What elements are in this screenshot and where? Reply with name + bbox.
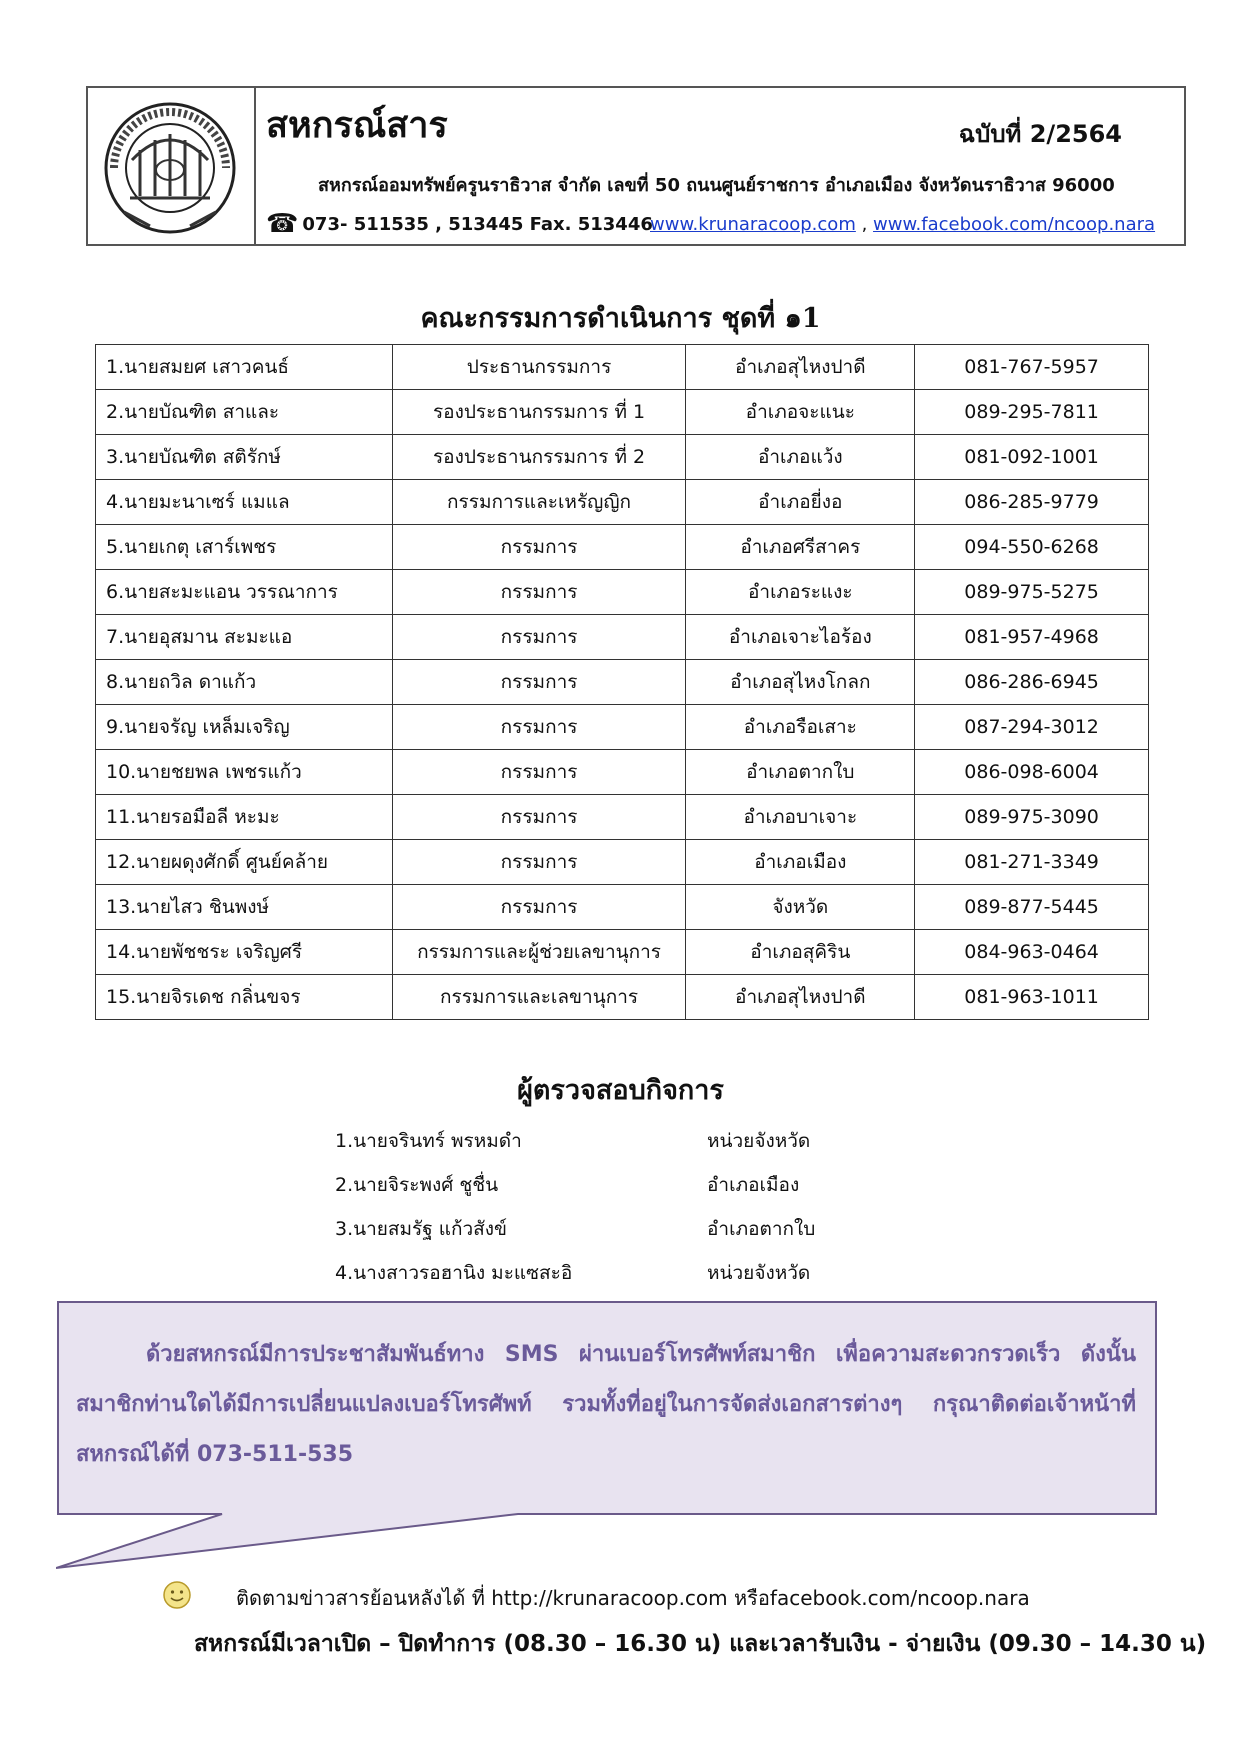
- website-link[interactable]: www.krunaracoop.com: [650, 214, 856, 235]
- table-row: [96, 390, 1149, 435]
- member-phone: 086-285-9779: [915, 480, 1149, 525]
- facebook-link[interactable]: www.facebook.com/ncoop.nara: [873, 214, 1156, 235]
- member-position: รองประธานกรรมการ ที่ 1: [392, 390, 686, 435]
- member-phone: 089-877-5445: [915, 885, 1149, 930]
- newsletter-title: สหกรณ์สาร: [266, 105, 448, 146]
- member-position: กรรมการและเหรัญญิก: [392, 480, 686, 525]
- member-position: กรรมการ: [392, 795, 686, 840]
- member-position: กรรมการและเลขานุการ: [392, 975, 686, 1020]
- member-position: กรรมการ: [392, 750, 686, 795]
- table-row: [96, 750, 1149, 795]
- auditor-unit: อำเภอเมือง: [707, 1174, 800, 1196]
- office-hours: สหกรณ์มีเวลาเปิด – ปิดทำการ (08.30 – 16.30 น) และเวลารับเงิน - จ่ายเงิน (09.30 – 14.30 น): [194, 1631, 1207, 1657]
- phone-fax-numbers: 073- 511535 , 513445 Fax. 513446: [302, 214, 653, 235]
- table-row: [96, 615, 1149, 660]
- member-position: กรรมการ: [392, 570, 686, 615]
- member-position: กรรมการและผู้ช่วยเลขานุการ: [392, 930, 686, 975]
- table-row: [96, 930, 1149, 975]
- cooperative-address: สหกรณ์ออมทรัพย์ครูนราธิวาส จำกัด เลขที่ 50 ถนนศูนย์ราชการ อำเภอเมือง จังหวัดนราธิวาส 96000: [318, 175, 1115, 196]
- member-position: กรรมการ: [392, 615, 686, 660]
- member-district: อำเภอสุไหงปาดี: [686, 975, 915, 1020]
- member-district: อำเภอรือเสาะ: [686, 705, 915, 750]
- table-row: [96, 435, 1149, 480]
- member-district: อำเภอยี่งอ: [686, 480, 915, 525]
- member-name: 8.นายถวิล ดาแก้ว: [96, 660, 393, 705]
- member-name: 11.นายรอมือลี หะมะ: [96, 795, 393, 840]
- member-name: 1.นายสมยศ เสาวคนธ์: [96, 345, 393, 390]
- board-title: คณะกรรมการดำเนินการ ชุดที่ ๑1: [420, 303, 821, 334]
- member-phone: 081-271-3349: [915, 840, 1149, 885]
- member-district: อำเภอบาเจาะ: [686, 795, 915, 840]
- notice-text: ด้วยสหกรณ์มีการประชาสัมพันธ์ทาง SMS ผ่านเบอร์โทรศัพท์สมาชิก เพื่อความสะดวกรวดเร็ว ดังนั้น สมาชิกท่านใดได้มีการเปลี่ยนแปลงเบอร์โทรศัพท์ รวมทั้งที่อยู่ในการจัดส่งเอกสารต่างๆ กรุณาติดต่อเจ้าหน้าที่สหกรณ์ได้ที่ 073-511-535: [76, 1342, 1136, 1467]
- auditors-title: ผู้ตรวจสอบกิจการ: [517, 1075, 724, 1106]
- auditor-name: 4.นางสาวรอฮานิง มะแซสะอิ: [335, 1262, 573, 1284]
- table-row: [96, 705, 1149, 750]
- table-row: [96, 975, 1149, 1020]
- member-district: อำเภอสุคิริน: [686, 930, 915, 975]
- table-row: [96, 480, 1149, 525]
- member-phone: 089-295-7811: [915, 390, 1149, 435]
- board-table: [95, 344, 1149, 1020]
- member-name: 12.นายผดุงศักดิ์ ศูนย์คล้าย: [96, 840, 393, 885]
- member-position: กรรมการ: [392, 525, 686, 570]
- auditor-unit: อำเภอตากใบ: [707, 1218, 816, 1240]
- member-name: 5.นายเกตุ เสาร์เพชร: [96, 525, 393, 570]
- member-district: อำเภอจะแนะ: [686, 390, 915, 435]
- member-name: 13.นายไสว ชินพงษ์: [96, 885, 393, 930]
- telephone-icon: ☎: [266, 209, 299, 239]
- member-name: 2.นายบัณฑิต สาและ: [96, 390, 393, 435]
- table-row: [96, 885, 1149, 930]
- auditor-unit: หน่วยจังหวัด: [707, 1130, 811, 1152]
- member-position: กรรมการ: [392, 885, 686, 930]
- member-name: 3.นายบัณฑิต สติรักษ์: [96, 435, 393, 480]
- member-name: 6.นายสะมะแอน วรรณาการ: [96, 570, 393, 615]
- table-row: [96, 345, 1149, 390]
- member-district: อำเภอสุไหงปาดี: [686, 345, 915, 390]
- auditor-name: 2.นายจิระพงศ์ ชูชื่น: [335, 1174, 499, 1196]
- auditors-list: [335, 1120, 895, 1296]
- member-district: อำเภอเมือง: [686, 840, 915, 885]
- member-district: จังหวัด: [686, 885, 915, 930]
- auditor-unit: หน่วยจังหวัด: [707, 1262, 811, 1284]
- member-district: อำเภอเจาะไอร้อง: [686, 615, 915, 660]
- member-district: อำเภอศรีสาคร: [686, 525, 915, 570]
- smiley-icon: [162, 1580, 192, 1610]
- member-phone: 089-975-5275: [915, 570, 1149, 615]
- member-phone: 094-550-6268: [915, 525, 1149, 570]
- member-position: กรรมการ: [392, 840, 686, 885]
- table-row: [96, 525, 1149, 570]
- cooperative-seal-logo: [100, 100, 240, 236]
- member-phone: 086-286-6945: [915, 660, 1149, 705]
- member-name: 9.นายจรัญ เหล็มเจริญ: [96, 705, 393, 750]
- auditor-name: 3.นายสมรัฐ แก้วสังข์: [335, 1218, 508, 1240]
- member-phone: 081-092-1001: [915, 435, 1149, 480]
- list-item: [335, 1252, 895, 1296]
- member-phone: 086-098-6004: [915, 750, 1149, 795]
- table-row: [96, 795, 1149, 840]
- member-name: 4.นายมะนาเซร์ แมแล: [96, 480, 393, 525]
- follow-text: ติดตามข่าวสารย้อนหลังได้ ที่ http://krunaracoop.com หรือfacebook.com/ncoop.nara: [236, 1586, 1030, 1610]
- member-phone: 087-294-3012: [915, 705, 1149, 750]
- header-links: [650, 214, 1155, 235]
- member-name: 15.นายจิรเดช กลิ่นขจร: [96, 975, 393, 1020]
- member-district: อำเภอตากใบ: [686, 750, 915, 795]
- member-phone: 084-963-0464: [915, 930, 1149, 975]
- link-separator: ,: [855, 214, 874, 235]
- list-item: [335, 1120, 895, 1164]
- auditor-name: 1.นายจรินทร์ พรหมดำ: [335, 1130, 522, 1152]
- issue-number: ฉบับที่ 2/2564: [958, 120, 1122, 148]
- contact-phone: [266, 209, 653, 239]
- logo-cell: [88, 88, 256, 244]
- table-row: [96, 840, 1149, 885]
- member-district: อำเภอระแงะ: [686, 570, 915, 615]
- member-district: อำเภอแว้ง: [686, 435, 915, 480]
- member-position: กรรมการ: [392, 660, 686, 705]
- member-position: รองประธานกรรมการ ที่ 2: [392, 435, 686, 480]
- member-position: กรรมการ: [392, 705, 686, 750]
- notice-callout: [56, 1300, 1166, 1576]
- member-phone: 081-963-1011: [915, 975, 1149, 1020]
- member-name: 10.นายชยพล เพชรแก้ว: [96, 750, 393, 795]
- member-phone: 089-975-3090: [915, 795, 1149, 840]
- member-position: ประธานกรรมการ: [392, 345, 686, 390]
- member-phone: 081-767-5957: [915, 345, 1149, 390]
- table-row: [96, 660, 1149, 705]
- table-row: [96, 570, 1149, 615]
- member-name: 7.นายอุสมาน สะมะแอ: [96, 615, 393, 660]
- member-phone: 081-957-4968: [915, 615, 1149, 660]
- list-item: [335, 1164, 895, 1208]
- list-item: [335, 1208, 895, 1252]
- newsletter-header: [86, 86, 1186, 246]
- member-name: 14.นายพัชชระ เจริญศรี: [96, 930, 393, 975]
- member-district: อำเภอสุไหงโกลก: [686, 660, 915, 705]
